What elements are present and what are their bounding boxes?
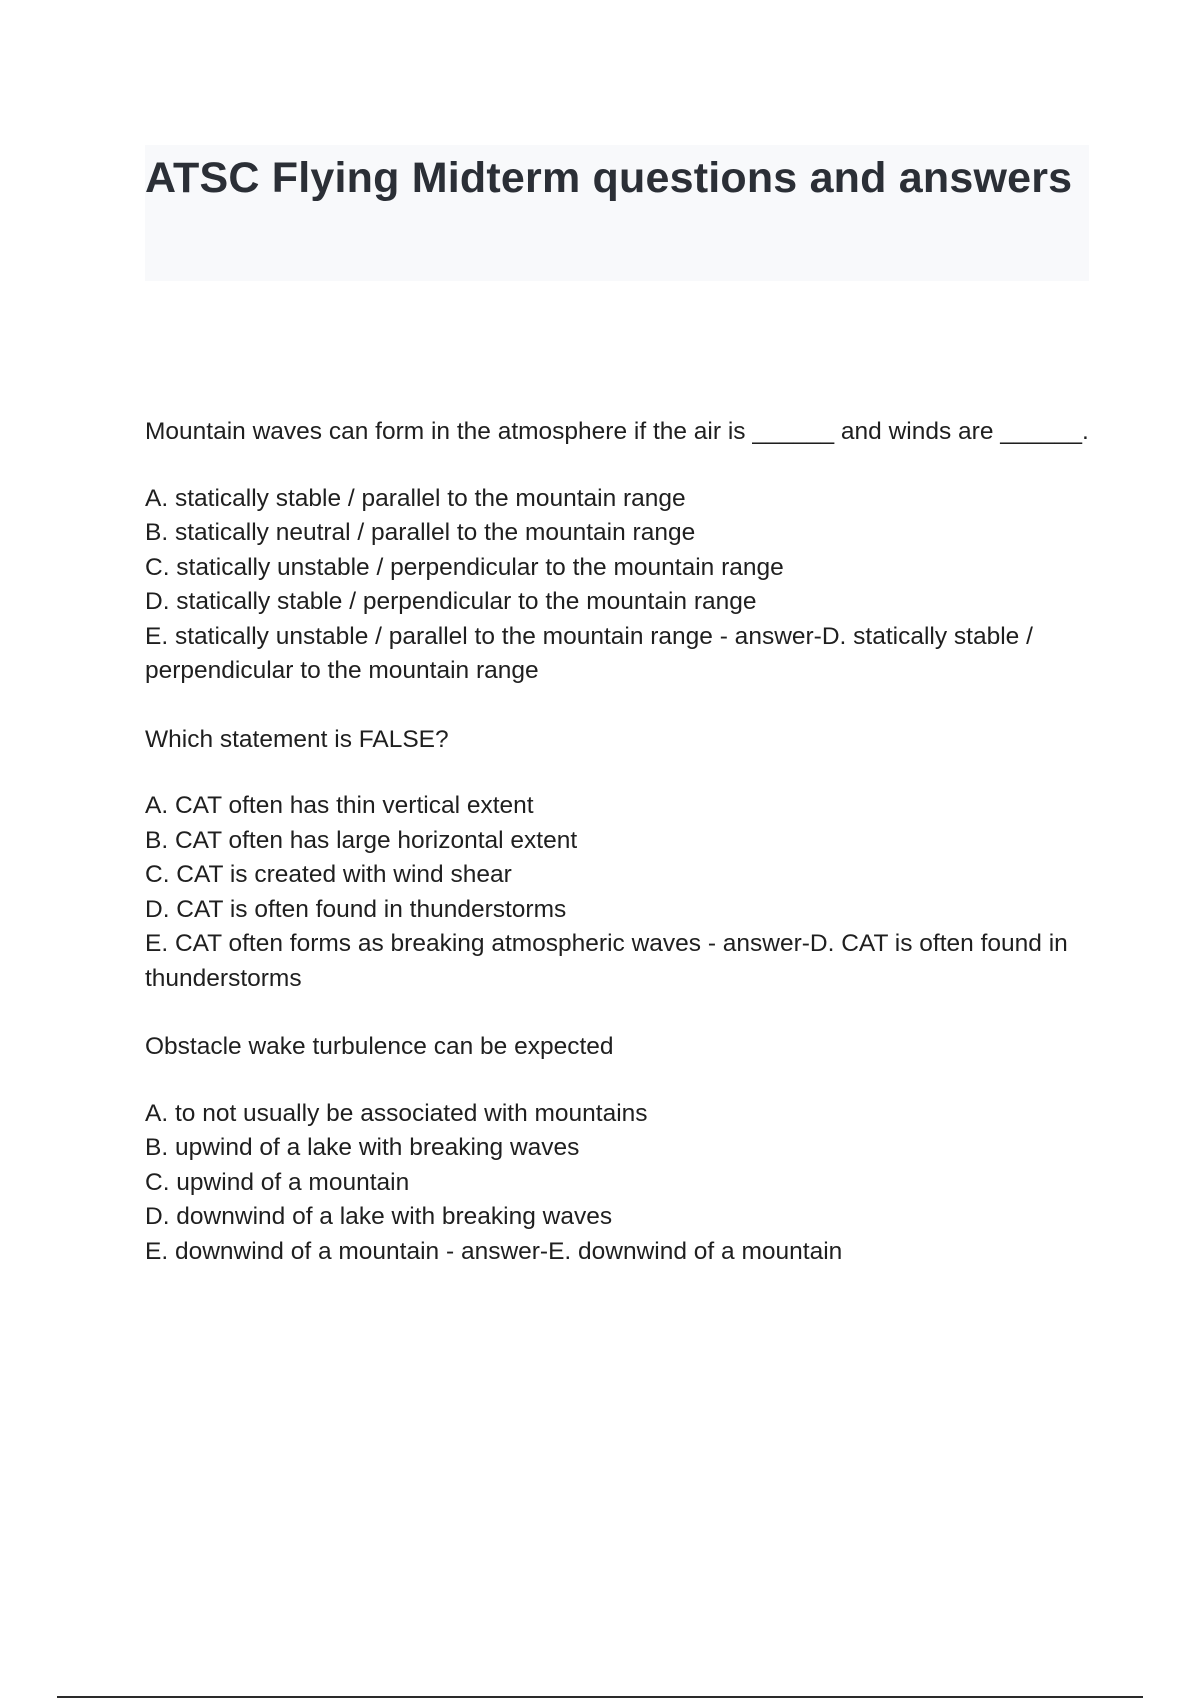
option-d: D. CAT is often found in thunderstorms: [145, 895, 567, 923]
option-e-with-answer: E. statically unstable / parallel to the mountain range - answer-D. statically stable / perpendicular to the mountain range: [145, 622, 1033, 684]
title-block: [145, 145, 1089, 281]
option-d: D. downwind of a lake with breaking waves: [145, 1203, 613, 1230]
option-a: A. CAT often has thin vertical extent: [145, 792, 534, 819]
option-b: B. CAT often has large horizontal extent: [145, 826, 578, 854]
option-e-with-answer: E. downwind of a mountain - answer-E. downwind of a mountain: [145, 1237, 843, 1265]
answer-options: [145, 789, 1089, 996]
question-2: [145, 723, 1089, 997]
answer-options: [145, 482, 1089, 689]
question-1: [145, 415, 1089, 689]
question-prompt: Mountain waves can form in the atmosphere if the air is ______ and winds are ______.: [145, 418, 1089, 445]
option-d: D. statically stable / perpendicular to the mountain range: [145, 588, 757, 615]
answer-options: [145, 1097, 1089, 1270]
question-prompt: Obstacle wake turbulence can be expected: [145, 1033, 614, 1060]
option-b: B. statically neutral / parallel to the mountain range: [145, 519, 696, 546]
option-c: C. statically unstable / perpendicular to the mountain range: [145, 553, 784, 581]
question-3: [145, 1030, 1089, 1269]
option-c: C. upwind of a mountain: [145, 1168, 410, 1196]
question-list: [145, 415, 1089, 1303]
option-e-with-answer: E. CAT often forms as breaking atmospheric waves - answer-D. CAT is often found in thunderstorms: [145, 930, 1068, 992]
option-b: B. upwind of a lake with breaking waves: [145, 1134, 580, 1161]
question-prompt: Which statement is FALSE?: [145, 725, 449, 753]
footer-divider: [57, 1696, 1143, 1698]
option-a: A. statically stable / parallel to the mountain range: [145, 484, 686, 512]
option-a: A. to not usually be associated with mountains: [145, 1099, 648, 1127]
option-c: C. CAT is created with wind shear: [145, 861, 512, 888]
document-title: ATSC Flying Midterm questions and answers: [145, 154, 1073, 202]
